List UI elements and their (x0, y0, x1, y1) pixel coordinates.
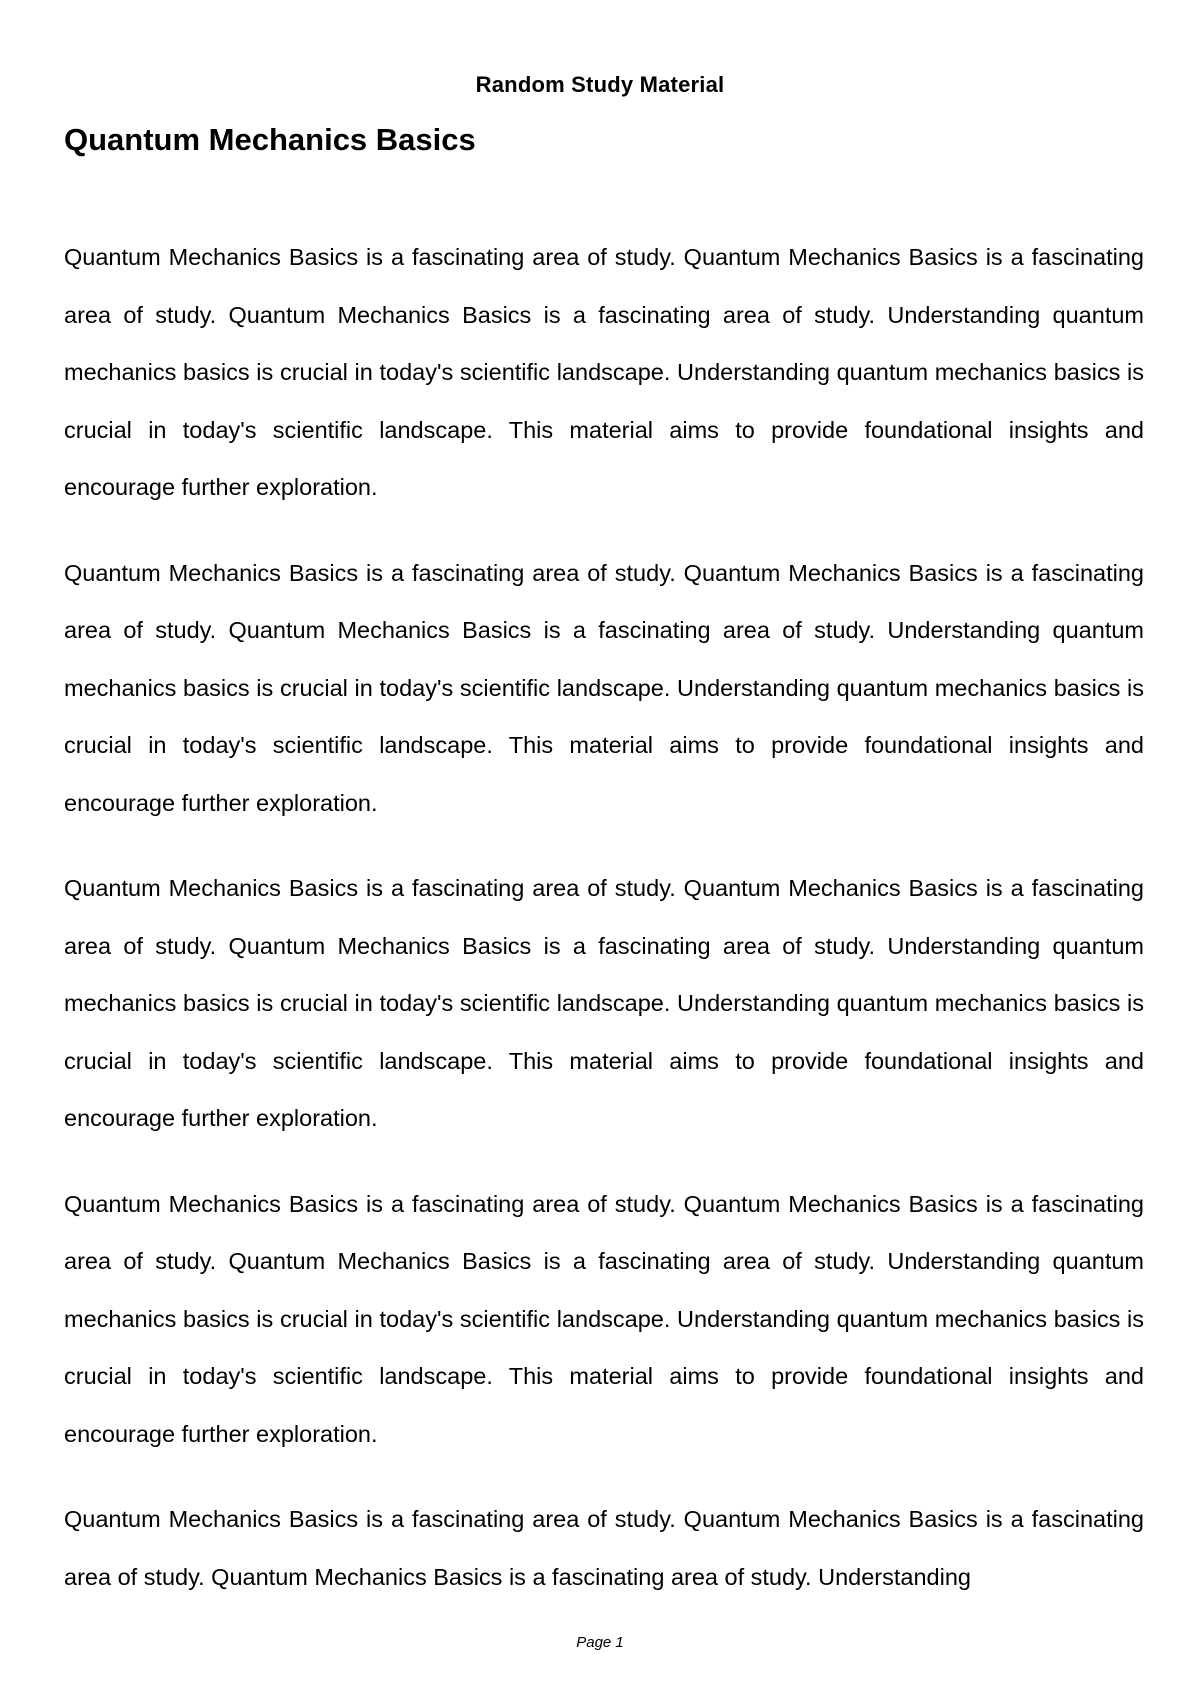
running-header: Random Study Material (475, 72, 725, 97)
body-paragraph: Quantum Mechanics Basics is a fascinating area of study. Quantum Mechanics Basics is a fascinating area of study. Quantum Mechanics Basics is a fascinating area of study. Understanding (64, 1506, 1144, 1590)
body-paragraph: Quantum Mechanics Basics is a fascinating area of study. Quantum Mechanics Basics is a fascinating area of study. Quantum Mechanics Basics is a fascinating area of study. Understanding quantum mechanics basics is crucial in today's scientific landscape. Understanding quantum mechanics basics is crucial in today's scientific landscape. This material aims to provide foundational insights and encourage further exploration. (64, 875, 1144, 1131)
document-title: Quantum Mechanics Basics (64, 122, 476, 157)
page-number: Page 1 (576, 1634, 624, 1651)
body-paragraph: Quantum Mechanics Basics is a fascinating area of study. Quantum Mechanics Basics is a fascinating area of study. Quantum Mechanics Basics is a fascinating area of study. Understanding quantum mechanics basics is crucial in today's scientific landscape. Understanding quantum mechanics basics is crucial in today's scientific landscape. This material aims to provide foundational insights and encourage further exploration. (64, 244, 1144, 500)
document-body (64, 229, 1144, 1597)
body-paragraph: Quantum Mechanics Basics is a fascinating area of study. Quantum Mechanics Basics is a fascinating area of study. Quantum Mechanics Basics is a fascinating area of study. Understanding quantum mechanics basics is crucial in today's scientific landscape. Understanding quantum mechanics basics is crucial in today's scientific landscape. This material aims to provide foundational insights and encourage further exploration. (64, 1190, 1144, 1447)
body-paragraph: Quantum Mechanics Basics is a fascinating area of study. Quantum Mechanics Basics is a fascinating area of study. Quantum Mechanics Basics is a fascinating area of study. Understanding quantum mechanics basics is crucial in today's scientific landscape. Understanding quantum mechanics basics is crucial in today's scientific landscape. This material aims to provide foundational insights and encourage further exploration. (64, 559, 1144, 816)
